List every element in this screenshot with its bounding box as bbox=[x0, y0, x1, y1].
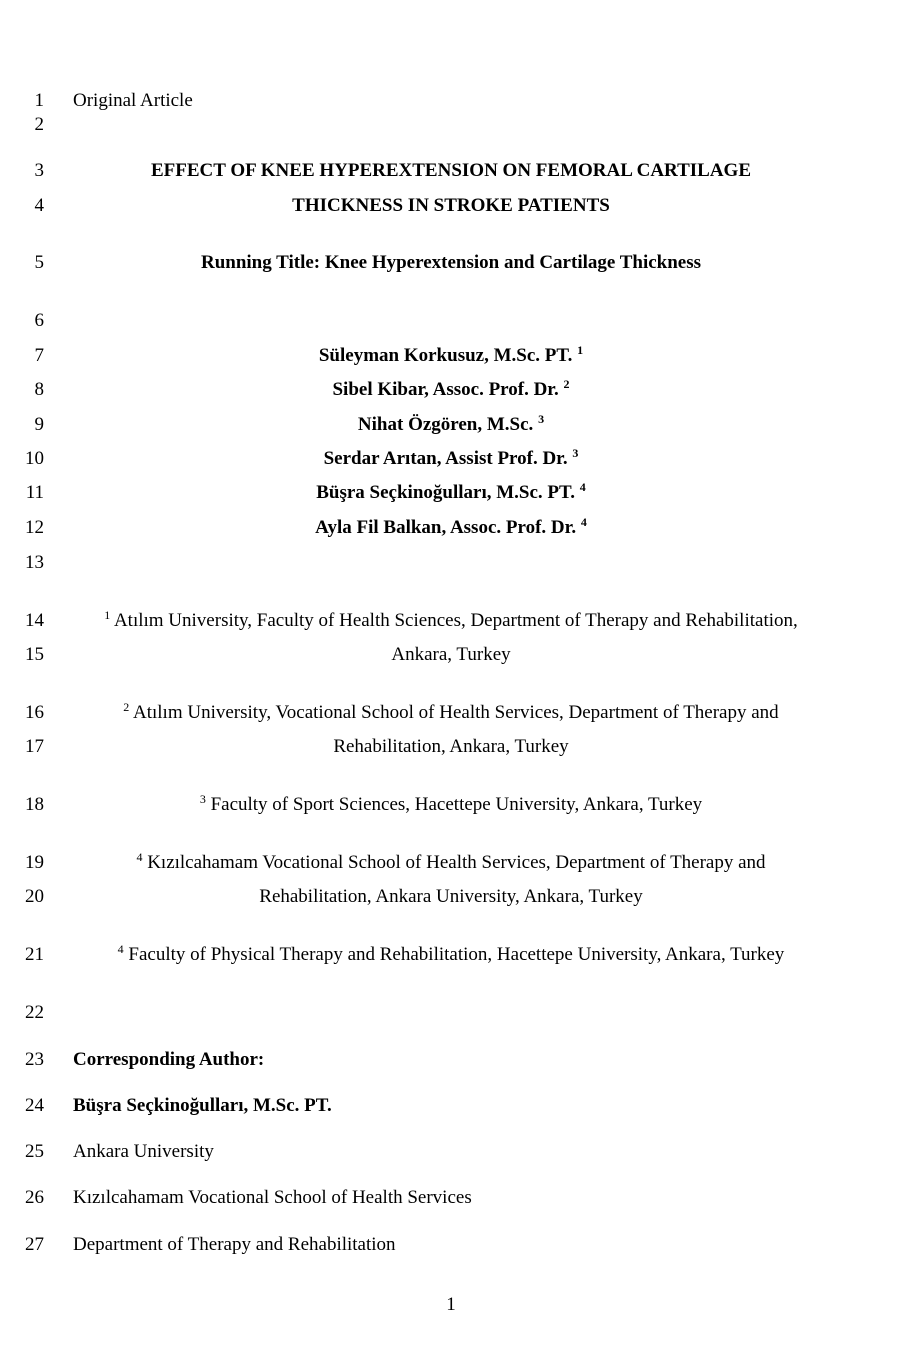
line-number: 26 bbox=[25, 1187, 44, 1208]
affiliation-text: Faculty of Physical Therapy and Rehabilitation, Hacettepe University, Ankara, Turkey bbox=[128, 944, 785, 965]
line-number: 4 bbox=[34, 195, 44, 216]
affiliation-mark: 3 bbox=[572, 446, 579, 460]
author-name: Ayla Fil Balkan, Assoc. Prof. Dr. bbox=[315, 517, 577, 538]
running-title: Running Title: Knee Hyperextension and Cartilage Thickness bbox=[200, 252, 702, 273]
affiliation-mark: 3 bbox=[538, 412, 545, 426]
title-line: EFFECT OF KNEE HYPEREXTENSION ON FEMORAL CARTILAGE bbox=[150, 160, 752, 181]
line-number: 11 bbox=[25, 482, 44, 503]
line-number: 20 bbox=[25, 886, 44, 907]
author bbox=[0, 345, 902, 367]
affiliation-text: Atılım University, Faculty of Health Sciences, Department of Therapy and Rehabilitation, bbox=[113, 610, 798, 631]
author-name: Nihat Özgören, M.Sc. bbox=[357, 414, 534, 435]
author-name: Büşra Seçkinoğulları, M.Sc. PT. bbox=[316, 482, 576, 503]
line-number: 21 bbox=[25, 944, 44, 965]
affiliation-mark: 4 bbox=[580, 515, 587, 529]
line-number: 13 bbox=[25, 552, 44, 573]
author-name: Süleyman Korkusuz, M.Sc. PT. bbox=[318, 345, 573, 366]
line-number: 3 bbox=[34, 160, 44, 181]
page-number: 1 bbox=[446, 1294, 456, 1315]
line-number: 18 bbox=[25, 794, 44, 815]
affiliation-text: Atılım University, Vocational School of Health Services, Department of Therapy and bbox=[133, 702, 779, 723]
line-number: 15 bbox=[25, 644, 44, 665]
affiliation-mark: 4 bbox=[117, 942, 124, 956]
address-line: Kızılcahamam Vocational School of Health Services bbox=[73, 1187, 472, 1208]
line-number: 16 bbox=[25, 702, 44, 723]
affiliation-text: Faculty of Sport Sciences, Hacettepe University, Ankara, Turkey bbox=[210, 794, 703, 815]
author bbox=[0, 379, 902, 401]
line-number: 9 bbox=[34, 414, 44, 435]
line-number: 8 bbox=[34, 379, 44, 400]
affiliation-mark: 4 bbox=[136, 850, 143, 864]
affiliation bbox=[0, 794, 902, 816]
line-number: 12 bbox=[25, 517, 44, 538]
affiliation-mark: 3 bbox=[199, 792, 206, 806]
affiliation-text: Kızılcahamam Vocational School of Health Services, Department of Therapy and bbox=[147, 852, 766, 873]
line-number: 2 bbox=[34, 114, 44, 135]
affiliation bbox=[0, 852, 902, 874]
title-line: THICKNESS IN STROKE PATIENTS bbox=[292, 195, 610, 216]
line-number: 22 bbox=[25, 1002, 44, 1023]
affiliation-continuation: Rehabilitation, Ankara, Turkey bbox=[333, 736, 569, 757]
affiliation-continuation: Rehabilitation, Ankara University, Ankara, Turkey bbox=[259, 886, 643, 907]
affiliation-mark: 1 bbox=[104, 608, 111, 622]
affiliation-mark: 4 bbox=[579, 480, 586, 494]
author bbox=[0, 414, 902, 436]
affiliation-mark: 1 bbox=[577, 343, 584, 357]
author bbox=[0, 517, 902, 539]
affiliation-mark: 2 bbox=[563, 377, 570, 391]
line-number: 27 bbox=[25, 1234, 44, 1255]
line-number: 10 bbox=[25, 448, 44, 469]
line-number: 24 bbox=[25, 1095, 44, 1116]
line-number: 6 bbox=[34, 310, 44, 331]
affiliation bbox=[0, 944, 902, 966]
line-number: 7 bbox=[34, 345, 44, 366]
author-name: Serdar Arıtan, Assist Prof. Dr. bbox=[323, 448, 568, 469]
line-number: 19 bbox=[25, 852, 44, 873]
address-line: Department of Therapy and Rehabilitation bbox=[73, 1234, 396, 1255]
affiliation-continuation: Ankara, Turkey bbox=[391, 644, 511, 665]
line-number: 25 bbox=[25, 1141, 44, 1162]
author-name: Sibel Kibar, Assoc. Prof. Dr. bbox=[332, 379, 559, 400]
line-number: 1 bbox=[34, 90, 44, 111]
line-number: 5 bbox=[34, 252, 44, 273]
line-number: 23 bbox=[25, 1049, 44, 1070]
author bbox=[0, 482, 902, 504]
affiliation-mark: 2 bbox=[123, 700, 130, 714]
address-line: Ankara University bbox=[73, 1141, 214, 1162]
line-number: 14 bbox=[25, 610, 44, 631]
article-type: Original Article bbox=[73, 90, 193, 111]
line-number: 17 bbox=[25, 736, 44, 757]
affiliation bbox=[0, 702, 902, 724]
corresponding-name: Büşra Seçkinoğulları, M.Sc. PT. bbox=[73, 1095, 332, 1116]
affiliation bbox=[0, 610, 902, 632]
author bbox=[0, 448, 902, 470]
corresponding-heading: Corresponding Author: bbox=[73, 1049, 265, 1070]
